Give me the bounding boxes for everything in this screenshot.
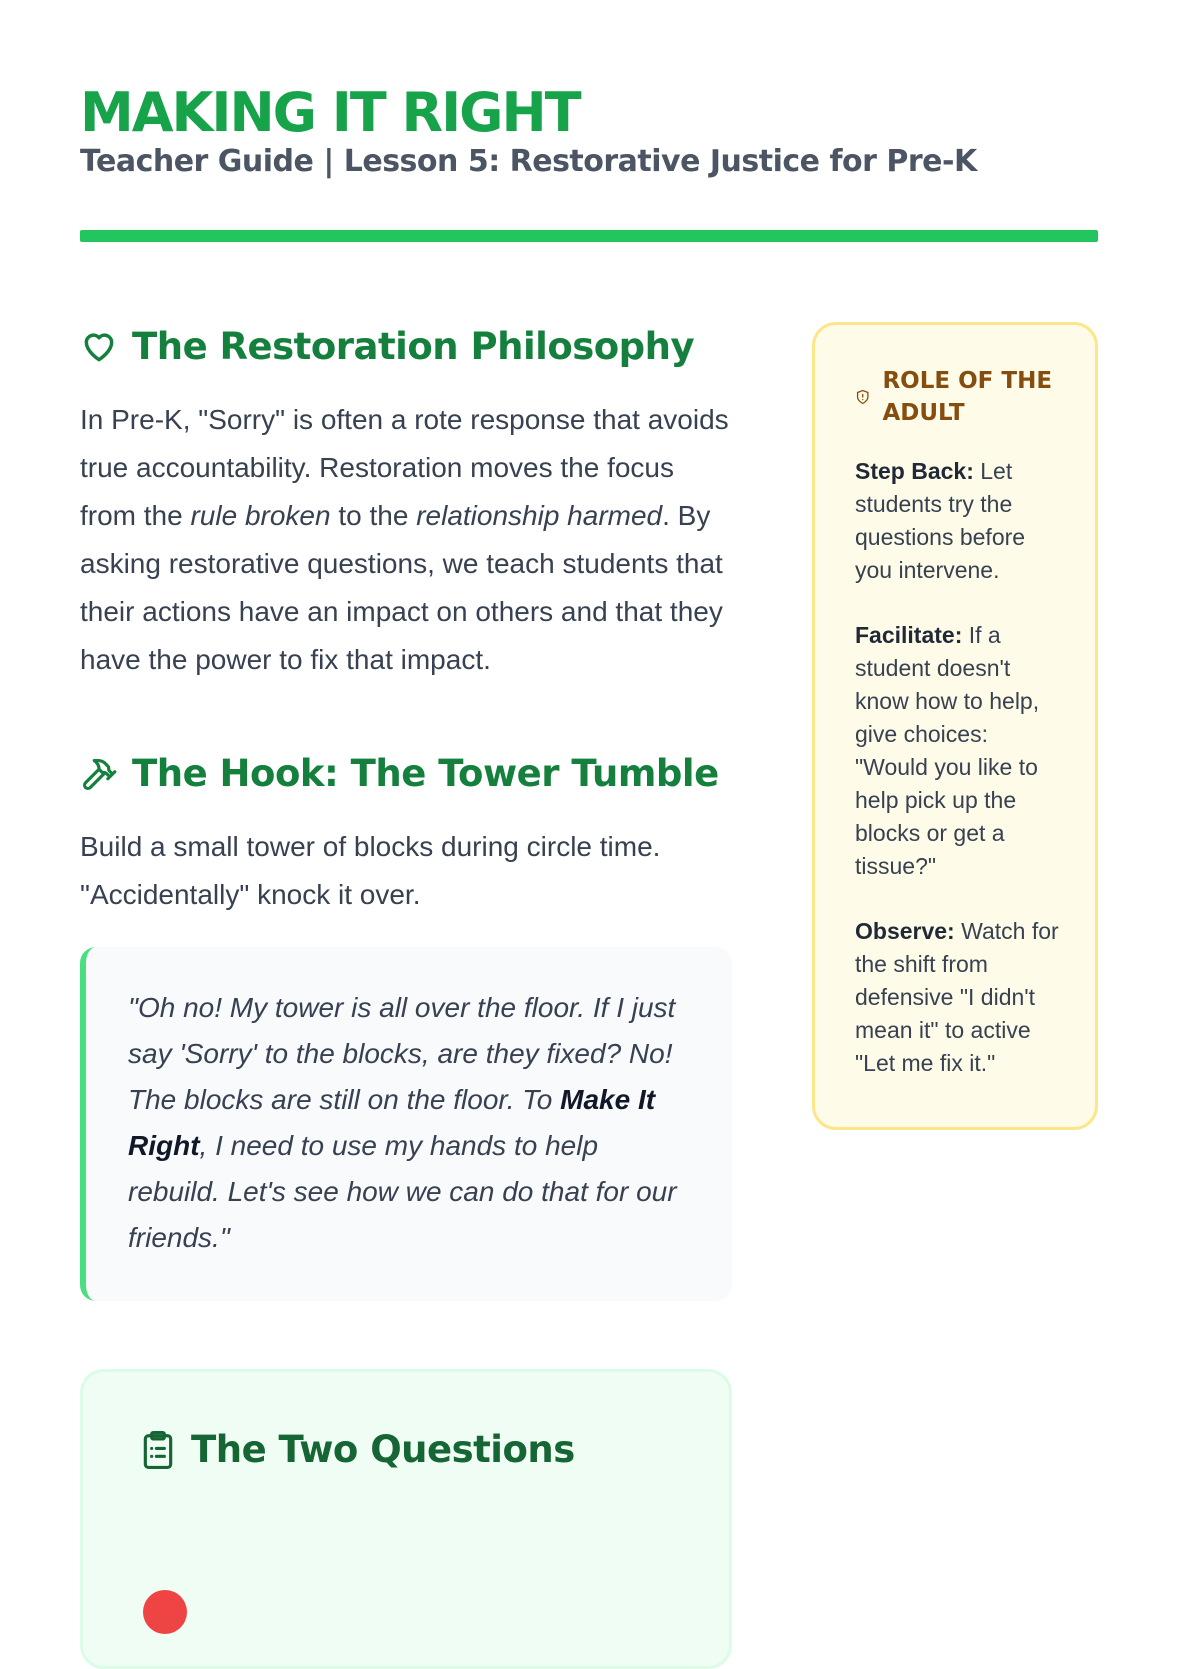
philosophy-heading: The Restoration Philosophy	[80, 325, 732, 368]
sidebar-item: Observe: Watch for the shift from defensive "I didn't mean it" to active "Let me fix it."	[855, 918, 1059, 1076]
question-number-badge	[143, 1590, 187, 1634]
hook-heading: The Hook: The Tower Tumble	[80, 752, 732, 795]
hammer-icon	[80, 755, 118, 793]
page-header	[80, 80, 1098, 179]
shield-alert-icon	[855, 386, 870, 408]
hook-text: Build a small tower of blocks during circle time. "Accidentally" knock it over.	[80, 831, 661, 910]
teacher-script-quote: "Oh no! My tower is all over the floor. If I just say 'Sorry' to the blocks, are they fixed? No! The blocks are still on the floor. To Make It Right, I need to use my hands to help rebuild. Let's see how we can do that for our friends."	[80, 947, 732, 1301]
role-of-adult-sidebar	[812, 322, 1098, 1130]
two-questions-heading: The Two Questions	[139, 1428, 673, 1471]
main-content	[80, 325, 732, 1669]
sidebar-item: Facilitate: If a student doesn't know how to help, give choices: "Would you like to help pick up the blocks or get a tissue?"	[855, 622, 1040, 879]
clipboard-list-icon	[139, 1429, 177, 1471]
sidebar-item: Step Back: Let students try the questions before you intervene.	[855, 458, 1026, 583]
header-divider	[80, 230, 1098, 242]
page-subtitle: Teacher Guide | Lesson 5: Restorative Justice for Pre-K	[80, 144, 977, 179]
heart-icon	[80, 328, 118, 366]
page-title: MAKING IT RIGHT	[80, 81, 580, 144]
philosophy-text: In Pre-K, "Sorry" is often a rote response that avoids true accountability. Restoration moves the focus from the rule broken to the relationship harmed. By asking restorative questions, we teach students that their actions have an impact on others and that they have the power to fix that impact.	[80, 404, 729, 675]
sidebar-heading: ROLE OF THE ADULT	[855, 365, 1065, 429]
